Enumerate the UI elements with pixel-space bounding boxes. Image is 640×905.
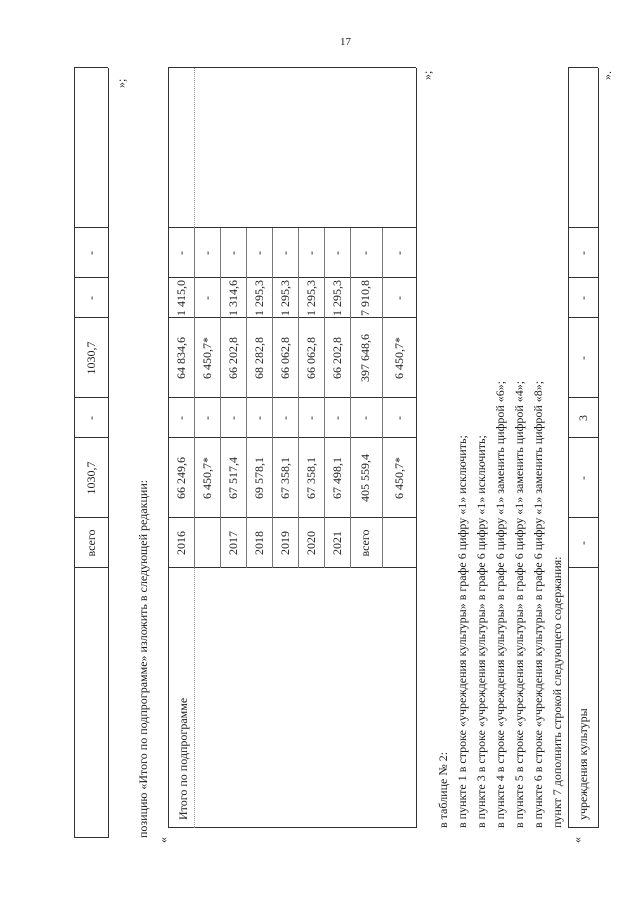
bottom-cell: - — [576, 356, 590, 360]
instruction-line: в пункте 3 в строке «учреждения культуры» в графе 6 цифру «1» исключить; — [474, 435, 488, 828]
row-cell: 66 202,8 — [226, 337, 240, 379]
bottom-cell: - — [576, 251, 590, 255]
row-year: 2019 — [278, 531, 292, 555]
row-year: 2016 — [174, 531, 188, 555]
row-year: 2017 — [226, 531, 240, 555]
row-year: всего — [358, 529, 372, 557]
row-cell: 6 450,7* — [200, 457, 214, 499]
row-cell: - — [304, 416, 318, 420]
row-cell: 405 559,4 — [358, 454, 372, 502]
row-cell: 67 358,1 — [304, 457, 318, 499]
row-year: 2018 — [252, 531, 266, 555]
row-cell: 66 249,6 — [174, 457, 188, 499]
row-cell: - — [392, 296, 406, 300]
bottom-cell: - — [576, 476, 590, 480]
row-cell: 6 450,7* — [392, 337, 406, 379]
row-cell: - — [330, 416, 344, 420]
row-cell: 68 282,8 — [252, 337, 266, 379]
top-cell-3: 1030,7 — [84, 341, 98, 375]
row-cell: - — [252, 251, 266, 255]
row-cell: 66 062,8 — [304, 337, 318, 379]
row-cell: 7 910,8 — [358, 280, 372, 316]
main-table-label: Итого по подпрограмме — [176, 697, 190, 820]
top-cell-4: - — [84, 296, 98, 300]
row-cell: 1 295,3 — [304, 280, 318, 316]
row-cell: - — [200, 296, 214, 300]
bottom-close-quote: ». — [600, 71, 614, 80]
bottom-label: учреждения культуры — [576, 708, 590, 820]
row-cell: 6 450,7* — [200, 337, 214, 379]
instruction-line: в таблице № 2: — [436, 751, 450, 828]
row-cell: - — [330, 251, 344, 255]
row-cell: - — [200, 416, 214, 420]
intro-text: позицию «Итого по подпрограмме» изложить в следующей редакции: — [136, 479, 150, 838]
row-cell: - — [358, 416, 372, 420]
row-cell: - — [278, 416, 292, 420]
row-cell: - — [392, 251, 406, 255]
row-cell: 67 517,4 — [226, 457, 240, 499]
row-cell: 1 295,3 — [330, 280, 344, 316]
row-cell: - — [278, 251, 292, 255]
top-cell-total: всего — [84, 529, 98, 557]
row-cell: - — [358, 251, 372, 255]
row-cell: 1 314,6 — [226, 280, 240, 316]
row-cell: 69 578,1 — [252, 457, 266, 499]
instruction-line: в пункте 5 в строке «учреждения культуры» в графе 6 цифру «1» заменить цифрой «4»; — [512, 380, 526, 828]
top-cell-5: - — [84, 251, 98, 255]
instruction-line: в пункте 1 в строке «учреждения культуры» в графе 6 цифру «1» исключить; — [455, 435, 469, 828]
row-cell: 67 498,1 — [330, 457, 344, 499]
top-close-quote: »; — [114, 78, 128, 88]
row-cell: - — [174, 251, 188, 255]
rotated-sheet — [8, 58, 618, 878]
row-cell: - — [304, 251, 318, 255]
bottom-cell: 3 — [576, 415, 590, 421]
row-cell: - — [252, 416, 266, 420]
top-cell-1: 1030,7 — [84, 461, 98, 495]
open-quote: « — [156, 837, 170, 843]
row-cell: - — [226, 416, 240, 420]
instruction-line: в пункте 4 в строке «учреждения культуры» в графе 6 цифру «1» заменить цифрой «6»; — [493, 380, 507, 828]
page-number: 17 — [340, 36, 351, 48]
row-cell: 67 358,1 — [278, 457, 292, 499]
main-close-quote: »; — [420, 70, 434, 80]
instruction-line: в пункте 6 в строке «учреждения культуры» в графе 6 цифру «1» заменить цифрой «8»; — [531, 380, 545, 828]
row-cell: - — [200, 251, 214, 255]
row-cell: 1 295,3 — [252, 280, 266, 316]
row-year: 2021 — [330, 531, 344, 555]
row-cell: - — [174, 416, 188, 420]
row-year: 2020 — [304, 531, 318, 555]
bottom-cell: - — [576, 296, 590, 300]
bottom-cell: - — [576, 541, 590, 545]
row-cell: 1 415,0 — [174, 280, 188, 316]
instruction-line: пункт 7 дополнить строкой следующего содержания: — [550, 556, 564, 828]
row-cell: 64 834,6 — [174, 337, 188, 379]
row-cell: 397 648,6 — [358, 334, 372, 382]
row-cell: - — [392, 416, 406, 420]
row-cell: - — [226, 251, 240, 255]
row-cell: 66 202,8 — [330, 337, 344, 379]
bottom-open-quote: « — [570, 837, 584, 843]
row-cell: 6 450,7* — [392, 457, 406, 499]
row-cell: 66 062,8 — [278, 337, 292, 379]
row-cell: 1 295,3 — [278, 280, 292, 316]
top-cell-2: - — [84, 416, 98, 420]
